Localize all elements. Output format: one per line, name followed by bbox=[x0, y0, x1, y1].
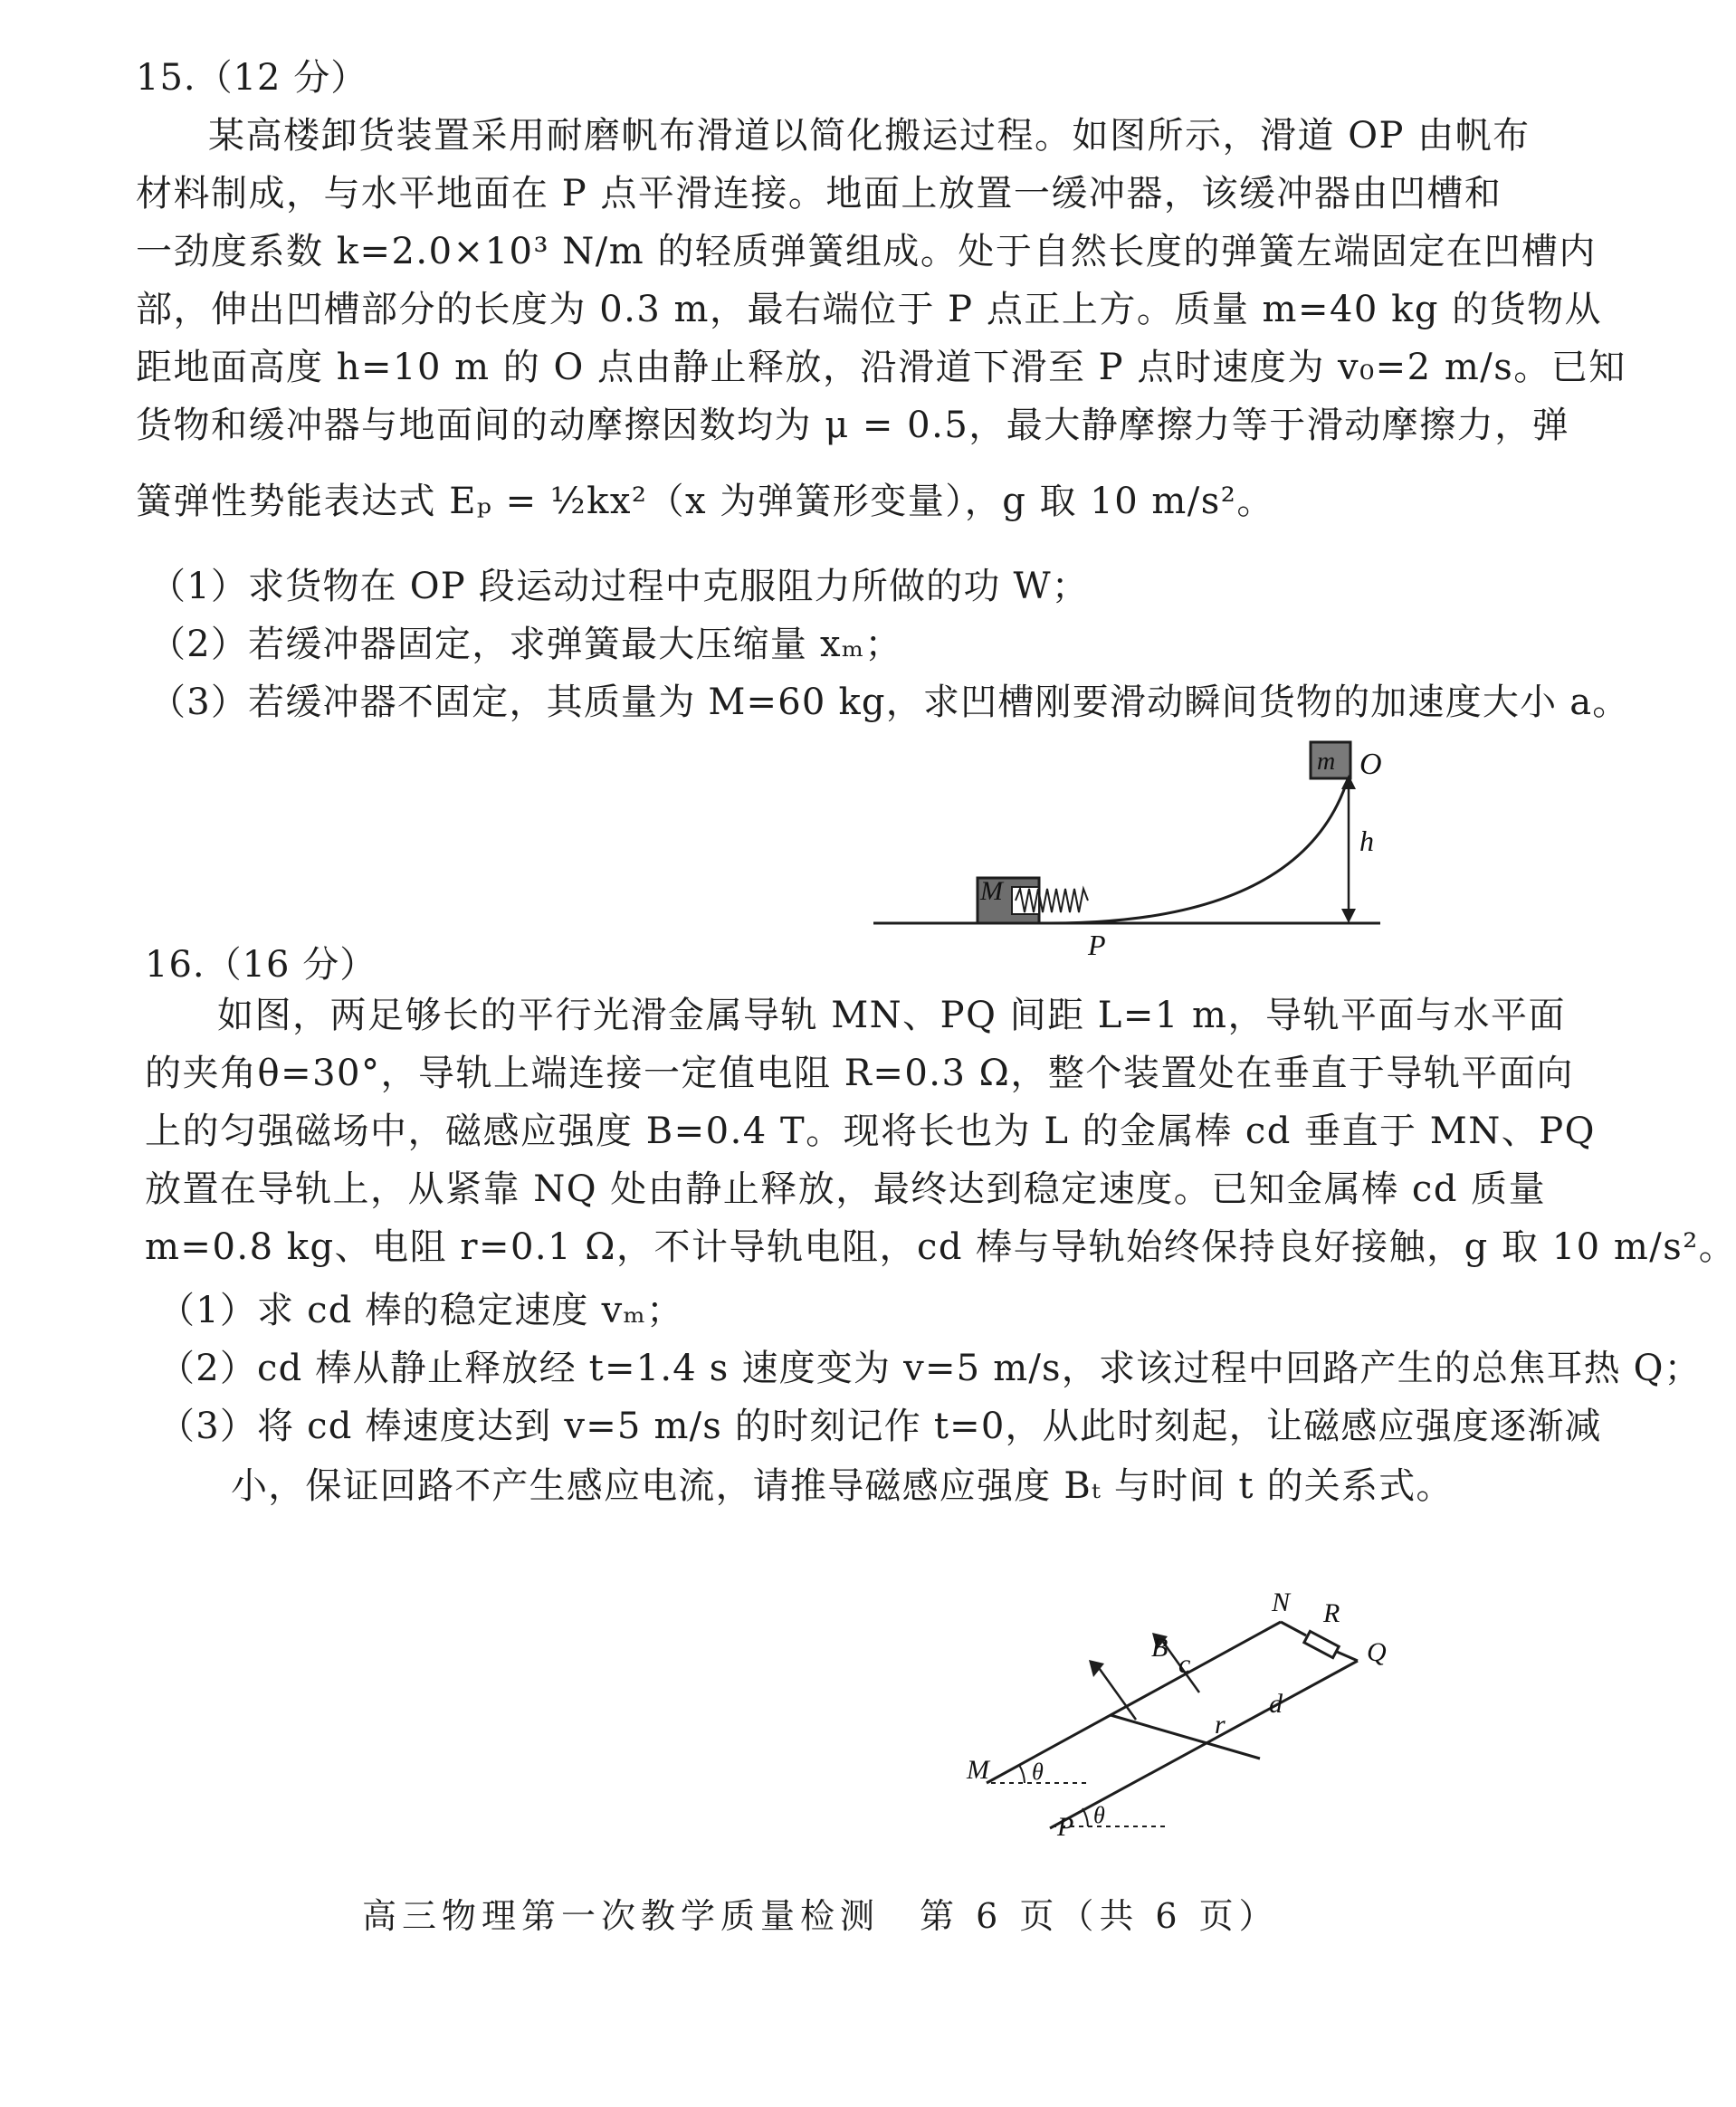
q15-sub-1: （1）求货物在 OP 段运动过程中克服阻力所做的功 W； bbox=[149, 566, 1090, 607]
q16-sub-1: （1）求 cd 棒的稳定速度 vₘ； bbox=[158, 1290, 684, 1331]
q15-stem-line: 货物和缓冲器与地面间的动摩擦因数均为 μ = 0.5，最大静摩擦力等于滑动摩擦力，弹 bbox=[136, 405, 1570, 446]
q16-stem bbox=[145, 987, 1736, 1276]
label-b: B bbox=[1151, 1633, 1168, 1663]
q15-heading: 15.（12 分） bbox=[136, 57, 368, 99]
label-r-rod: r bbox=[1215, 1710, 1226, 1740]
q15-stem-line: 部，伸出凹槽部分的长度为 0.3 m，最右端位于 P 点正上方。质量 m=40 kg 的货物从 bbox=[136, 289, 1603, 330]
q16-stem-line: m=0.8 kg、电阻 r=0.1 Ω，不计导轨电阻，cd 棒与导轨始终保持良好接触，g 取 10 m/s²。 bbox=[145, 1226, 1736, 1268]
q15-stem-line: 某高楼卸货装置采用耐磨帆布滑道以简化搬运过程。如图所示，滑道 OP 由帆布 bbox=[208, 115, 1531, 157]
label-r-resistor: R bbox=[1323, 1598, 1340, 1628]
height-arrow-down bbox=[1341, 909, 1356, 923]
q16-stem-line: 如图，两足够长的平行光滑金属导轨 MN、PQ 间距 L=1 m，导轨平面与水平面 bbox=[217, 995, 1566, 1036]
q15-stem bbox=[136, 107, 1626, 530]
lead-r-q bbox=[1337, 1652, 1358, 1661]
lead-n-r bbox=[1281, 1622, 1306, 1635]
label-theta-1: θ bbox=[1032, 1759, 1044, 1785]
q15-stem-line: 距地面高度 h=10 m 的 O 点由静止释放，沿滑道下滑至 P 点时速度为 v₀=2 m/s。已知 bbox=[136, 347, 1626, 388]
q16-sub-2: （2）cd 棒从静止释放经 t=1.4 s 速度变为 v=5 m/s，求该过程中回路产生的总焦耳热 Q； bbox=[158, 1348, 1702, 1389]
label-m: M bbox=[967, 1755, 989, 1785]
point-p-label: P bbox=[1088, 929, 1106, 961]
label-q: Q bbox=[1367, 1637, 1387, 1667]
buffer-label-m: M bbox=[980, 876, 1003, 906]
q15-sub-3: （3）若缓冲器不固定，其质量为 M=60 kg，求凹槽刚要滑动瞬间货物的加速度大小 a。 bbox=[149, 682, 1630, 723]
b-field-arrow-1 bbox=[1089, 1660, 1104, 1677]
q16-heading: 16.（16 分） bbox=[145, 944, 377, 986]
label-d: d bbox=[1269, 1689, 1283, 1719]
q16-stem-line: 放置在导轨上，从紧靠 NQ 处由静止释放，最终达到稳定速度。已知金属棒 cd 质量 bbox=[145, 1168, 1547, 1210]
theta-arc-1 bbox=[1019, 1765, 1025, 1783]
rail-mn bbox=[987, 1622, 1281, 1783]
label-c: c bbox=[1178, 1649, 1191, 1679]
page-footer: 高三物理第一次教学质量检测 第 6 页（共 6 页） bbox=[362, 1896, 1279, 1936]
q16-stem-line: 的夹角θ=30°，导轨上端连接一定值电阻 R=0.3 Ω，整个装置处在垂直于导轨平面向 bbox=[145, 1053, 1574, 1094]
label-n: N bbox=[1272, 1587, 1291, 1617]
height-h-label: h bbox=[1359, 825, 1374, 857]
slide-curve bbox=[1050, 777, 1349, 923]
theta-arc-2 bbox=[1083, 1808, 1088, 1826]
q16-sub-3: （3）将 cd 棒速度达到 v=5 m/s 的时刻记作 t=0，从此时刻起，让磁感应强度逐渐减 bbox=[158, 1406, 1602, 1447]
label-p: P bbox=[1057, 1812, 1074, 1842]
q15-sub-2: （2）若缓冲器固定，求弹簧最大压缩量 xₘ； bbox=[149, 624, 902, 665]
resistor bbox=[1304, 1631, 1339, 1657]
rod-cd bbox=[1111, 1715, 1260, 1759]
q15-stem-line: 材料制成，与水平地面在 P 点平滑连接。地面上放置一缓冲器，该缓冲器由凹槽和 bbox=[136, 173, 1502, 215]
point-o-label: O bbox=[1359, 748, 1382, 781]
label-theta-2: θ bbox=[1093, 1802, 1105, 1828]
q16-stem-line: 上的匀强磁场中，磁感应强度 B=0.4 T。现将长也为 L 的金属棒 cd 垂直于 MN、PQ bbox=[145, 1111, 1596, 1152]
cargo-label-m: m bbox=[1317, 748, 1336, 776]
q16-sub-3-cont: 小，保证回路不产生感应电流，请推导磁感应强度 Bₜ 与时间 t 的关系式。 bbox=[231, 1465, 1454, 1507]
q15-stem-line: 簧弹性势能表达式 Eₚ = ½kx²（x 为弹簧形变量），g 取 10 m/s²。 bbox=[136, 481, 1274, 522]
q15-stem-line: 一劲度系数 k=2.0×10³ N/m 的轻质弹簧组成。处于自然长度的弹簧左端固定在凹槽内 bbox=[136, 231, 1597, 272]
q15-slide-diagram bbox=[860, 733, 1403, 959]
q16-rail-diagram bbox=[941, 1566, 1430, 1855]
